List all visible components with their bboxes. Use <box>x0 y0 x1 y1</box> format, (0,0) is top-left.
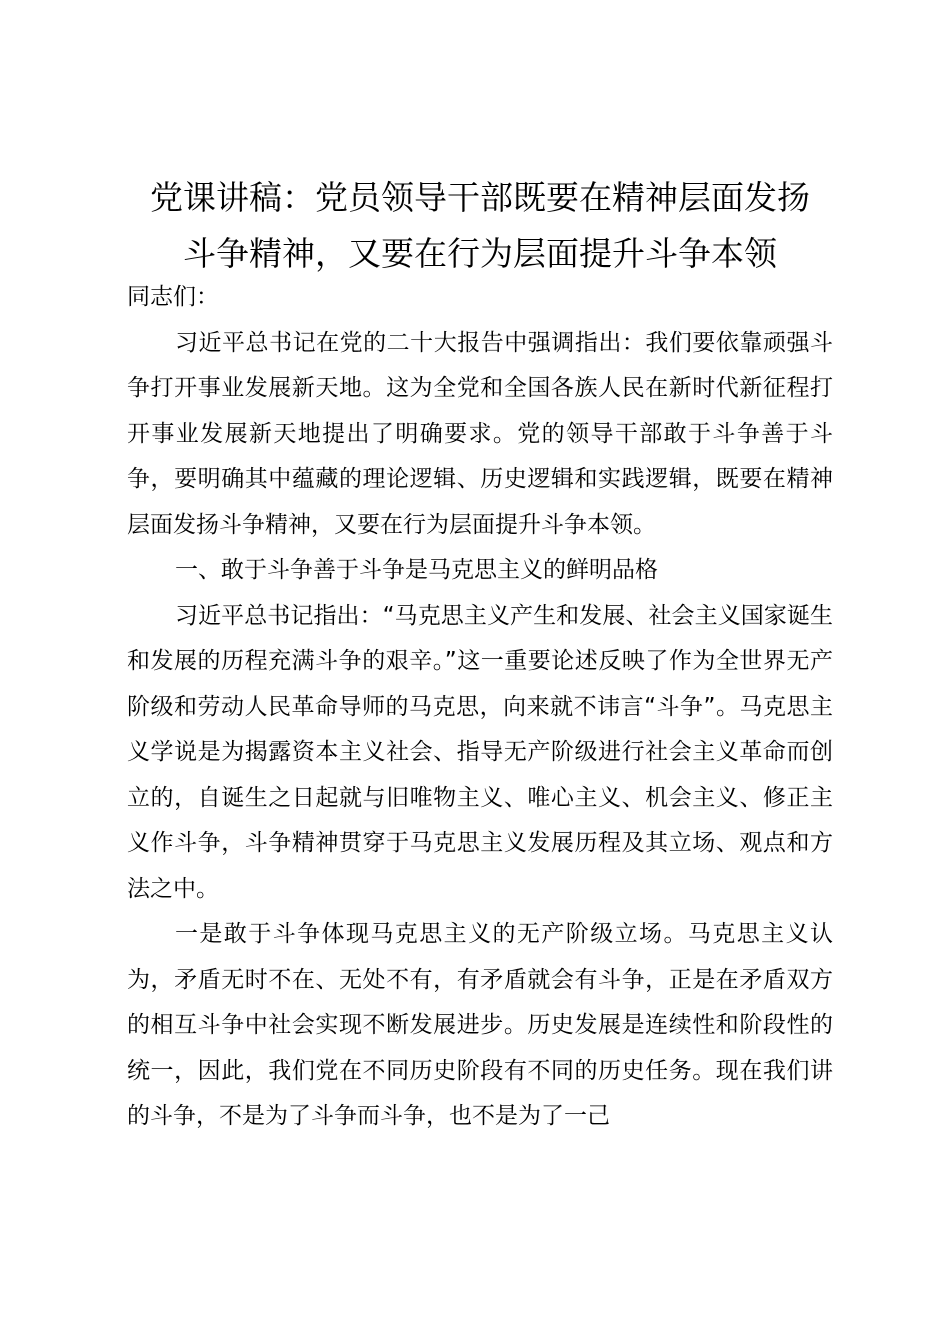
title-line-1: 党课讲稿：党员领导干部既要在精神层面发扬 <box>150 178 810 217</box>
section-heading: 一、敢于斗争善于斗争是马克思主义的鲜明品格 <box>175 557 658 583</box>
salutation: 同志们： <box>127 284 219 310</box>
document-body <box>127 275 833 1140</box>
paragraph-quote: 习近平总书记指出：“马克思主义产生和发展、社会主义国家诞生和发展的历程充满斗争的艰辛。”这一重要论述反映了作为全世界无产阶级和劳动人民革命导师的马克思，向来就不讳言“斗争”。马克思主义学说是为揭露资本主义社会、指导无产阶级进行社会主义革命而创立的，自诞生之日起就与旧唯物主义、唯心主义、机会主义、修正主义作斗争，斗争精神贯穿于马克思主义发展历程及其立场、观点和方法之中。 <box>127 602 833 902</box>
document-title <box>120 170 840 282</box>
paragraph-intro: 习近平总书记在党的二十大报告中强调指出：我们要依靠顽强斗争打开事业发展新天地。这为全党和全国各族人民在新时代新征程打开事业发展新天地提出了明确要求。党的领导干部敢于斗争善于斗争，要明确其中蕴藏的理论逻辑、历史逻辑和实践逻辑，既要在精神层面发扬斗争精神，又要在行为层面提升斗争本领。 <box>127 329 833 538</box>
paragraph-point-one: 一是敢于斗争体现马克思主义的无产阶级立场。马克思主义认为，矛盾无时不在、无处不有，有矛盾就会有斗争，正是在矛盾双方的相互斗争中社会实现不断发展进步。历史发展是连续性和阶段性的统一，因此，我们党在不同历史阶段有不同的历史任务。现在我们讲的斗争，不是为了斗争而斗争，也不是为了一己 <box>127 921 833 1129</box>
title-line-2: 斗争精神，又要在行为层面提升斗争本领 <box>183 234 777 273</box>
